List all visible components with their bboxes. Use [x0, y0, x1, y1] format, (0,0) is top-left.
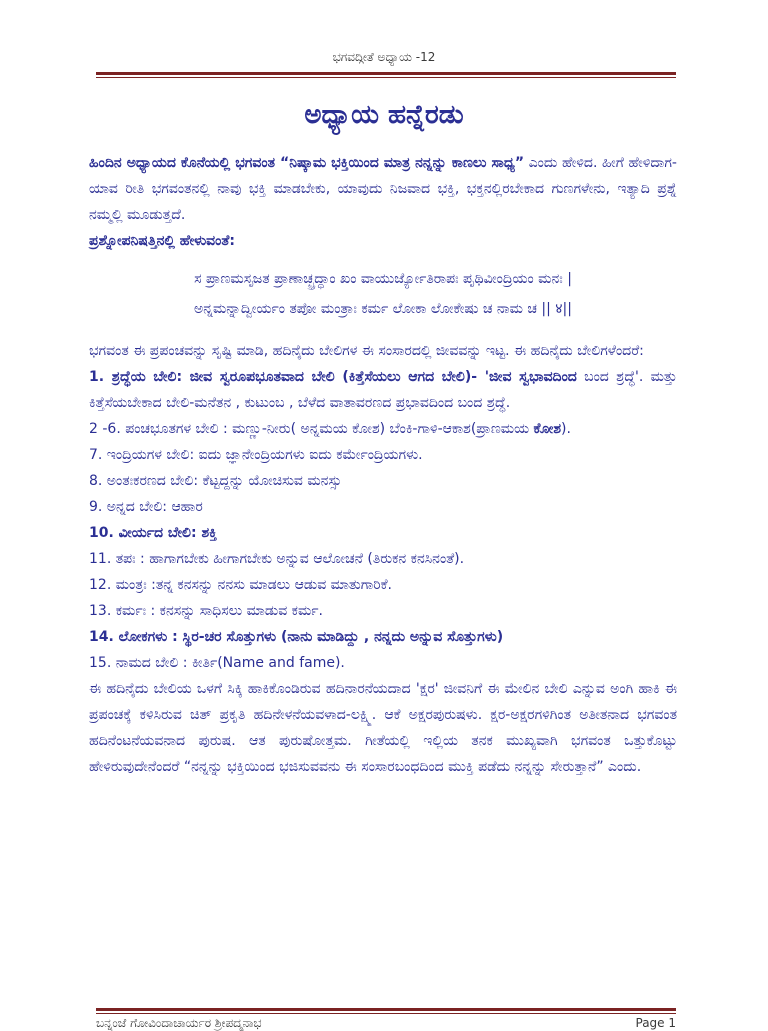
footer-credit: ಬನ್ನಂಜೆ ಗೋವಿಂದಾಚಾರ್ಯರ ಶ್ರೀಪದ್ಮನಾಭ [96, 1016, 262, 1030]
item-2-end: ). [561, 421, 571, 437]
list-item: 10. ವೀರ್ಯದ ಬೇಲಿ: ಶಕ್ತಿ [89, 525, 217, 541]
list-item: 9. ಅನ್ನದ ಬೇಲಿ: ಆಹಾರ [89, 499, 203, 515]
item-2-bold: ಕೋಶ [533, 421, 562, 437]
list-item: 7. ಇಂದ್ರಿಯಗಳ ಬೇಲಿ: ಐದು ಜ್ಞಾನೇಂದ್ರಿಯಗಳು ಐದು ಕರ್ಮೇಂದ್ರಿಯಗಳು. [89, 447, 423, 463]
list-item [89, 416, 677, 442]
intro-paragraph [89, 150, 677, 228]
list-item: 13. ಕರ್ಮಃ : ಕನಸನ್ನು ಸಾಧಿಸಲು ಮಾಡುವ ಕರ್ಮ. [89, 603, 323, 619]
list-item: 15. ನಾಮದ ಬೇಲಿ : ಕೀರ್ತಿ(Name and fame). [89, 655, 345, 671]
item-1-rest: ಬಂದ ಶ್ರದ್ಧೆ'. ಮತ್ತು ಕಿತ್ತೆಸೆಯಬೇಕಾದ ಬೇಲಿ-ಮನೆತನ , ಕುಟುಂಬ , ಬೆಳೆದ ವಾತಾವರಣದ ಪ್ರಭಾವದಿಂದ ಬಂದ ಶ್ರದ್ಧೆ. [89, 369, 677, 411]
prashna-line: ಪ್ರಶ್ನೋಪನಿಷತ್ತಿನಲ್ಲಿ ಹೇಳುವಂತೆ: [89, 233, 235, 249]
closing-paragraph: ಈ ಹದಿನೈದು ಬೇಲಿಯ ಒಳಗೆ ಸಿಕ್ಕಿ ಹಾಕಿಕೊಂಡಿರುವ ಹದಿನಾರನೆಯದಾದ 'ಕ್ಷರ' ಜೀವನಿಗೆ ಈ ಮೇಲಿನ ಬೇಲಿ ಎನ್ನುವ ಅಂಗಿ ಹಾಕಿ ಈ ಪ್ರಪಂಚಕ್ಕೆ ಕಳಿಸಿರುವ ಚಿತ್ ಪ್ರಕೃತಿ ಹದಿನೇಳನೆಯವಳಾದ-ಲಕ್ಷ್ಮಿ. ಆಕೆ ಅಕ್ಷರಪುರುಷಳು. ಕ್ಷರ-ಅಕ್ಷರಗಳಿಗಿಂತ ಅತೀತನಾದ ಭಗವಂತ ಹದಿನೆಂಟನೆಯವನಾದ ಪುರುಷ. ಆತ ಪುರುಷೋತ್ತಮ. ಗೀತೆಯಲ್ಲಿ ಇಲ್ಲಿಯ ತನಕ ಮುಖ್ಯವಾಗಿ ಭಗವಂತ ಒತ್ತುಕೊಟ್ಟು ಹೇಳಿರುವುದೇನೆಂದರೆ “ನನ್ನನ್ನು ಭಕ್ತಿಯಿಂದ ಭಜಿಸುವವನು ಈ ಸಂಸಾರಬಂಧದಿಂದ ಮುಕ್ತಿ ಪಡೆದು ನನ್ನನ್ನು ಸೇರುತ್ತಾನೆ” ಎಂದು. [89, 681, 677, 775]
item-1-bold: 1. ಶ್ರದ್ಧೆಯ ಬೇಲಿ: ಜೀವ ಸ್ವರೂಪಭೂತವಾದ ಬೇಲಿ (ಕಿತ್ತೆಸೆಯಲು ಆಗದ ಬೇಲಿ)- 'ಜೀವ ಸ್ವಭಾವದಿಂದ [89, 369, 577, 385]
page-header: ಭಗವದ್ಗೀತೆ ಅಧ್ಯಾಯ -12 [332, 50, 436, 64]
document-body [89, 150, 677, 780]
verse-line-1: ಸ ಪ್ರಾಣಮಸೃಜತ ಪ್ರಾಣಾಚ್ಛ್ರದ್ಧಾಂ ಖಂ ವಾಯುರ್ಜ್ಯೋತಿರಾಪಃ ಪೃಥಿವೀಂದ್ರಿಯಂ ಮನಃ | [194, 271, 572, 287]
header-divider [96, 72, 676, 78]
sanskrit-verse [89, 264, 677, 324]
intro-rest: ಎಂದು ಹೇಳಿದ. ಹೀಗೆ ಹೇಳಿದಾಗ-ಯಾವ ರೀತಿ ಭಗವಂತನಲ್ಲಿ ನಾವು ಭಕ್ತಿ ಮಾಡಬೇಕು, ಯಾವುದು ನಿಜವಾದ ಭಕ್ತಿ, ಭಕ್ತನಲ್ಲಿರಬೇಕಾದ ಗುಣಗಳೇನು, ಇತ್ಯಾದಿ ಪ್ರಶ್ನೆ ನಮ್ಮಲ್ಲಿ ಮೂಡುತ್ತದೆ. [89, 155, 677, 223]
page-number: Page 1 [635, 1016, 676, 1030]
chapter-title: ಅಧ್ಯಾಯ ಹನ್ನೆರಡು [304, 100, 464, 130]
list-item [89, 364, 677, 416]
item-2-plain: 2 -6. ಪಂಚಭೂತಗಳ ಬೇಲಿ : ಮಣ್ಣು-ನೀರು( ಅನ್ನಮಯ ಕೋಶ) ಬೆಂಕಿ-ಗಾಳಿ-ಆಕಾಶ(ಪ್ರಾಣಮಯ [89, 421, 534, 437]
footer-divider [96, 1008, 676, 1014]
verse-line-2: ಅನ್ನಮನ್ನಾದ್ವೀರ್ಯಂ ತಪೋ ಮಂತ್ರಾಃ ಕರ್ಮ ಲೋಕಾ ಲೋಕೇಷು ಚ ನಾಮ ಚ || ४|| [194, 301, 572, 317]
intro-lead: ಹಿಂದಿನ ಅಧ್ಯಾಯದ ಕೊನೆಯಲ್ಲಿ ಭಗವಂತ “ನಿಷ್ಕಾಮ ಭಕ್ತಿಯಿಂದ ಮಾತ್ರ ನನ್ನನ್ನು ಕಾಣಲು ಸಾಧ್ಯ” [89, 155, 525, 171]
list-item: 14. ಲೋಕಗಳು : ಸ್ಥಿರ-ಚರ ಸೊತ್ತುಗಳು (ನಾನು ಮಾಡಿದ್ದು , ನನ್ನದು ಅನ್ನುವ ಸೊತ್ತುಗಳು) [89, 629, 504, 645]
list-item: 12. ಮಂತ್ರಃ :ತನ್ನ ಕನಸನ್ನು ನನಸು ಮಾಡಲು ಆಡುವ ಮಾತುಗಾರಿಕೆ. [89, 577, 392, 593]
list-item: 11. ತಪಃ : ಹಾಗಾಗಬೇಕು ಹೀಗಾಗಬೇಕು ಅನ್ನುವ ಆಲೋಚನೆ (ತಿರುಕನ ಕನಸಿನಂತೆ). [89, 551, 465, 567]
list-item: 8. ಅಂತಃಕರಣದ ಬೇಲಿ: ಕೆಟ್ಟದ್ದನ್ನು ಯೋಚಿಸುವ ಮನಸ್ಸು [89, 473, 342, 489]
fences-intro-paragraph: ಭಗವಂತ ಈ ಪ್ರಪಂಚವನ್ನು ಸೃಷ್ಟಿ ಮಾಡಿ, ಹದಿನೈದು ಬೇಲಿಗಳ ಈ ಸಂಸಾರದಲ್ಲಿ ಜೀವವನ್ನು ಇಟ್ಟ. ಈ ಹದಿನೈದು ಬೇಲಿಗಳೆಂದರೆ: [89, 343, 644, 359]
